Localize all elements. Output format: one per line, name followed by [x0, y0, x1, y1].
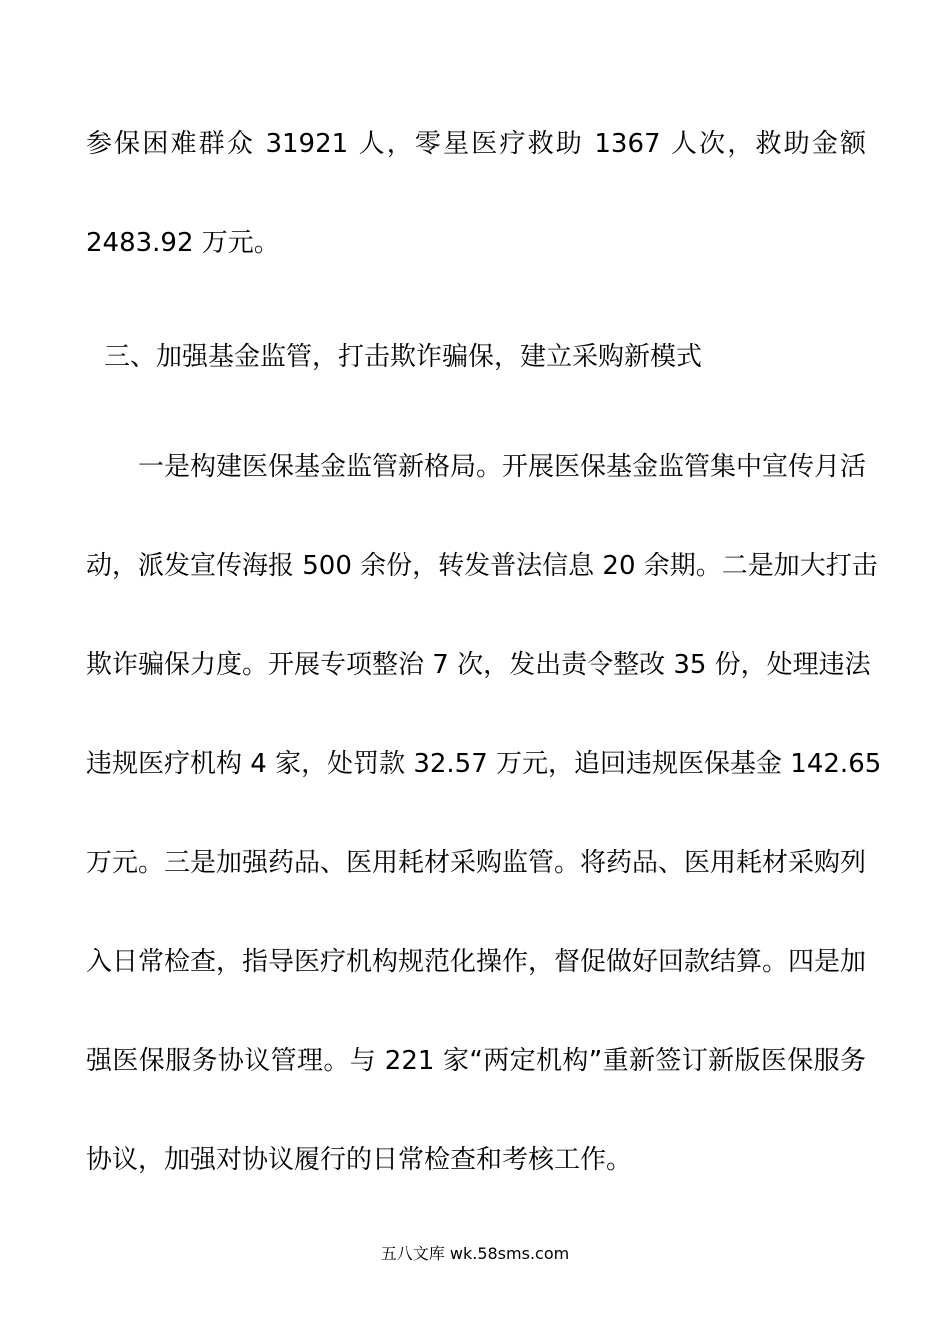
paragraph-line-8: 入日常检查，指导医疗机构规范化操作，督促做好回款结算。四是加 — [86, 947, 867, 977]
paragraph-line-10: 协议，加强对协议履行的日常检查和考核工作。 — [86, 1145, 633, 1175]
paragraph-line-6: 违规医疗机构 4 家，处罚款 32.57 万元，追回违规医保基金 142.65 — [86, 749, 882, 779]
page-footer-watermark: 五八文库 wk.58sms.com — [380, 1244, 570, 1263]
paragraph-line-1: 参保困难群众 31921 人，零星医疗救助 1367 人次，救助金额 — [86, 129, 866, 159]
paragraph-line-3: 一是构建医保基金监管新格局。开展医保基金监管集中宣传月活 — [138, 452, 867, 482]
paragraph-line-2: 2483.92 万元。 — [86, 228, 280, 258]
paragraph-line-7: 万元。三是加强药品、医用耗材采购监管。将药品、医用耗材采购列 — [86, 848, 867, 878]
paragraph-line-9: 强医保服务协议管理。与 221 家“两定机构”重新签订新版医保服务 — [86, 1046, 866, 1076]
paragraph-line-5: 欺诈骗保力度。开展专项整治 7 次，发出责令整改 35 份，处理违法 — [86, 650, 871, 680]
paragraph-line-4: 动，派发宣传海报 500 余份，转发普法信息 20 余期。二是加大打击 — [86, 551, 878, 581]
section-heading: 三、加强基金监管，打击欺诈骗保，建立采购新模式 — [104, 342, 703, 372]
